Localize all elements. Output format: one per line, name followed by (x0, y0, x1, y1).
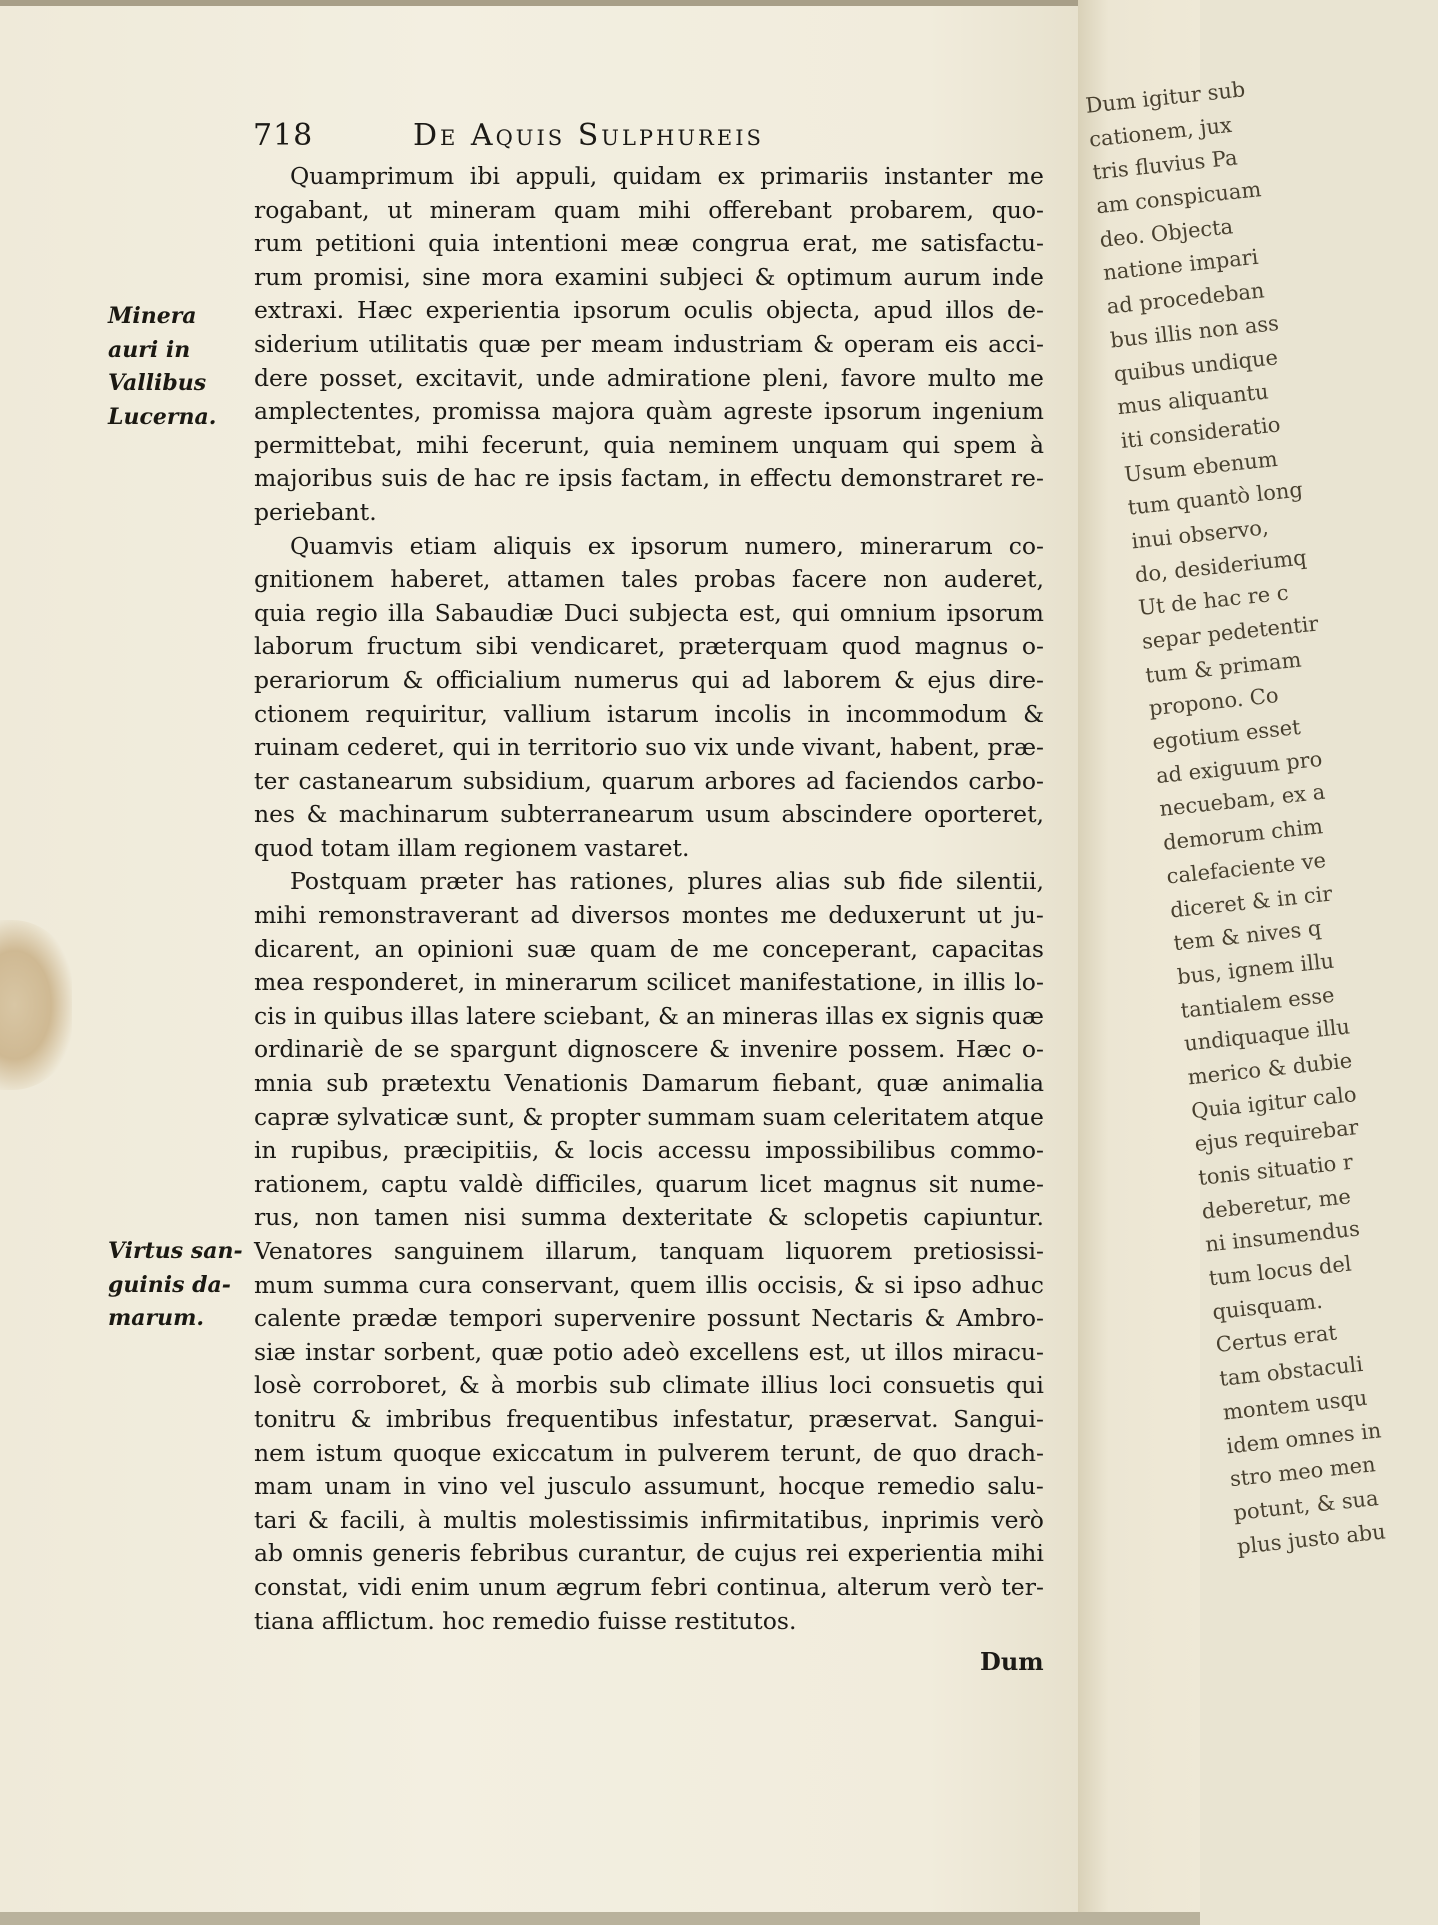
facing-page-line: Usum ebenum (1123, 446, 1279, 487)
text-line: ruinam cederet, qui in territorio suo vix unde vivant, habent, præ- (254, 733, 1044, 762)
page-bottom-edge (0, 1912, 1200, 1925)
facing-page-line: am conspicuam (1094, 177, 1263, 219)
facing-page-line: merico & dubie (1186, 1048, 1354, 1090)
facing-page-line: idem omnes in (1225, 1417, 1383, 1458)
facing-page-line: tonis situatio r (1197, 1149, 1355, 1190)
text-line: extraxi. Hæc experientia ipsorum oculis objecta, apud illos de- (254, 296, 1044, 325)
facing-page-line: quisquam. (1211, 1288, 1324, 1324)
facing-page-line: undiquaque illu (1183, 1014, 1352, 1056)
text-line: quia regio illa Sabaudiæ Duci subjecta est, qui omnium ipsorum (254, 598, 1044, 627)
facing-page-line: tem & nives q (1172, 916, 1323, 956)
page-number: 718 (253, 118, 314, 153)
facing-page-line: egotium esset (1151, 714, 1302, 755)
facing-page-line: tum quantò long (1126, 477, 1304, 520)
facing-page-line: tris fluvius Pa (1091, 145, 1239, 185)
facing-page-line: plus justo abu (1235, 1519, 1387, 1559)
text-line: mihi remonstraverant ad diversos montes me deduxerunt ut ju- (254, 901, 1044, 930)
text-line: rum petitioni quia intentioni meæ congrua erat, me satisfactu- (254, 229, 1044, 258)
text-line: Quamvis etiam aliquis ex ipsorum numero, minerarum co- (290, 531, 1044, 560)
facing-page-line: ad exiguum pro (1154, 746, 1324, 788)
margin-note-line: auri in (108, 336, 191, 363)
facing-page-line: deo. Objecta (1098, 214, 1235, 252)
facing-page-line: necuebam, ex a (1158, 780, 1327, 822)
facing-page-line: stro meo men (1228, 1452, 1377, 1492)
text-line: nes & machinarum subterranearum usum abscindere oporteret, (254, 800, 1044, 829)
facing-page-line: ni insumendus (1204, 1216, 1361, 1257)
text-line: ordinariè de se spargunt dignoscere & invenire possem. Hæc o- (254, 1035, 1044, 1064)
facing-page-line: Certus erat (1214, 1320, 1338, 1358)
margin-note-line: guinis da- (108, 1271, 231, 1298)
facing-page-line: quibus undique (1112, 344, 1279, 386)
text-line: Venatores sanguinem illarum, tanquam liquorem pretiosissi- (254, 1237, 1044, 1265)
facing-page-line: montem usqu (1221, 1385, 1369, 1425)
facing-page-edge (1078, 0, 1387, 1925)
facing-page-line: do, desideriumq (1133, 545, 1308, 587)
facing-page-line: Dum igitur sub (1084, 77, 1247, 118)
text-line: rum promisi, sine mora examini subjeci & optimum aurum inde (254, 262, 1044, 291)
text-line: mum summa cura conservant, quem illis occisis, & si ipso adhuc (254, 1270, 1044, 1299)
facing-page-line: separ pedetentir (1140, 611, 1320, 654)
text-line: in rupibus, præcipitiis, & locis accessu impossibilibus commo- (254, 1136, 1044, 1165)
text-line: rationem, captu valdè difficiles, quarum licet magnus sit nume- (254, 1169, 1044, 1198)
facing-page-line: tum & primam (1144, 647, 1303, 688)
body-text (254, 160, 1044, 1638)
text-line: quod totam illam regionem vastaret. (254, 833, 690, 862)
facing-page-line: iti consideratio (1119, 412, 1282, 453)
running-title: De Aquis Sulphureis (413, 118, 764, 153)
text-line: amplectentes, promissa majora quàm agreste ipsorum ingenium (254, 397, 1044, 426)
text-line: ter castanearum subsidium, quarum arbores ad faciendos carbo- (254, 766, 1044, 795)
text-line: gnitionem haberet, attamen tales probas facere non auderet, (254, 565, 1044, 594)
text-line: laborum fructum sibi vendicaret, præterquam quod magnus o- (254, 632, 1044, 661)
text-line: siderium utilitatis quæ per meam industriam & operam eis acci- (254, 329, 1044, 358)
text-line: siæ instar sorbent, quæ potio adeò excellens est, ut illos miracu- (254, 1337, 1044, 1366)
margin-note-virtus (108, 1235, 256, 1336)
text-line: Postquam præter has rationes, plures alias sub fide silentii, (290, 867, 1044, 896)
text-line: mnia sub prætextu Venationis Damarum fiebant, quæ animalia (254, 1069, 1044, 1098)
facing-page-line: deberetur, me (1200, 1183, 1352, 1224)
facing-page-line: natione impari (1102, 245, 1260, 286)
facing-page-line: ejus requirebar (1193, 1115, 1360, 1157)
text-line: calente prædæ tempori supervenire possunt Nectaris & Ambro- (254, 1304, 1044, 1333)
text-line: mea responderet, in minerarum scilicet manifestatione, in illis lo- (254, 968, 1044, 997)
facing-page-line: ad procedeban (1105, 278, 1266, 319)
text-line: tari & facili, à multis molestissimis infirmitatibus, inprimis verò (254, 1505, 1044, 1534)
facing-page-line: Quia igitur calo (1190, 1081, 1358, 1123)
text-line: ab omnis generis febribus curantur, de cujus rei experientia mihi (254, 1539, 1044, 1568)
text-line: permittebat, mihi fecerunt, quia neminem unquam qui spem à (254, 430, 1044, 459)
facing-page-line: inui observo, (1130, 515, 1270, 554)
text-line: periebant. (254, 497, 377, 526)
text-line: tiana afflictum. hoc remedio fuisse restitutos. (254, 1606, 797, 1635)
facing-page-line: tum locus del (1207, 1251, 1353, 1291)
text-line: mam unam in vino vel jusculo assumunt, hocque remedio salu- (254, 1472, 1044, 1501)
page-top-edge (0, 0, 1090, 6)
margin-note-line: marum. (108, 1305, 205, 1332)
facing-page-line: diceret & in cir (1168, 881, 1334, 922)
text-line: Quamprimum ibi appuli, quidam ex primariis instanter me (290, 162, 1044, 190)
facing-page-line: calefaciente ve (1165, 847, 1328, 889)
text-line: majoribus suis de hac re ipsis factam, in effectu demonstraret re- (254, 464, 1044, 493)
margin-note-line: Virtus san- (108, 1238, 243, 1264)
margin-note-line: Lucerna. (108, 403, 217, 430)
margin-note-line: Minera (108, 303, 197, 329)
catchword: Dum (980, 1647, 1044, 1676)
facing-page-text (1084, 69, 1438, 1564)
text-line: rus, non tamen nisi summa dexteritate & sclopetis capiuntur. (254, 1203, 1044, 1232)
text-line: dicarent, an opinioni suæ quam de me conceperant, capacitas (254, 934, 1044, 963)
text-line: nem istum quoque exiccatum in pulverem terunt, de quo drach- (254, 1438, 1044, 1467)
facing-page-line: cationem, jux (1087, 112, 1233, 152)
facing-page-line: potunt, & sua (1232, 1485, 1380, 1525)
margin-note-minera (108, 300, 256, 434)
facing-page-line: demorum chim (1161, 814, 1325, 855)
text-line: tonitru & imbribus frequentibus infestatur, præservat. Sangui- (254, 1404, 1044, 1433)
facing-page-line: propono. Co (1147, 683, 1280, 721)
facing-page-line: Ut de hac re c (1137, 580, 1290, 621)
text-line: losè corroboret, & à morbis sub climate illius loci consuetis qui (254, 1371, 1044, 1400)
facing-page-line: tam obstaculi (1218, 1352, 1365, 1391)
margin-note-line: Vallibus (108, 370, 207, 397)
text-line: ctionem requiritur, vallium istarum incolis in incommodum & (254, 699, 1044, 728)
facing-page-line: mus aliquantu (1116, 379, 1270, 420)
facing-page-line: bus illis non ass (1109, 310, 1280, 353)
text-line: cis in quibus illas latere sciebant, & an mineras illas ex signis quæ (254, 1001, 1044, 1030)
text-line: rogabant, ut mineram quam mihi offerebant probarem, quo- (254, 195, 1044, 224)
text-line: capræ sylvaticæ sunt, & propter summam suam celeritatem atque (254, 1102, 1044, 1131)
text-line: constat, vidi enim unum ægrum febri continua, alterum verò ter- (254, 1572, 1044, 1601)
text-line: perariorum & officialium numerus qui ad laborem & ejus dire- (254, 665, 1044, 694)
text-line: dere posset, excitavit, unde admiratione pleni, favore multo me (254, 363, 1044, 392)
facing-page-line: tantialem esse (1179, 982, 1336, 1023)
facing-page-line: bus, ignem illu (1175, 948, 1336, 989)
